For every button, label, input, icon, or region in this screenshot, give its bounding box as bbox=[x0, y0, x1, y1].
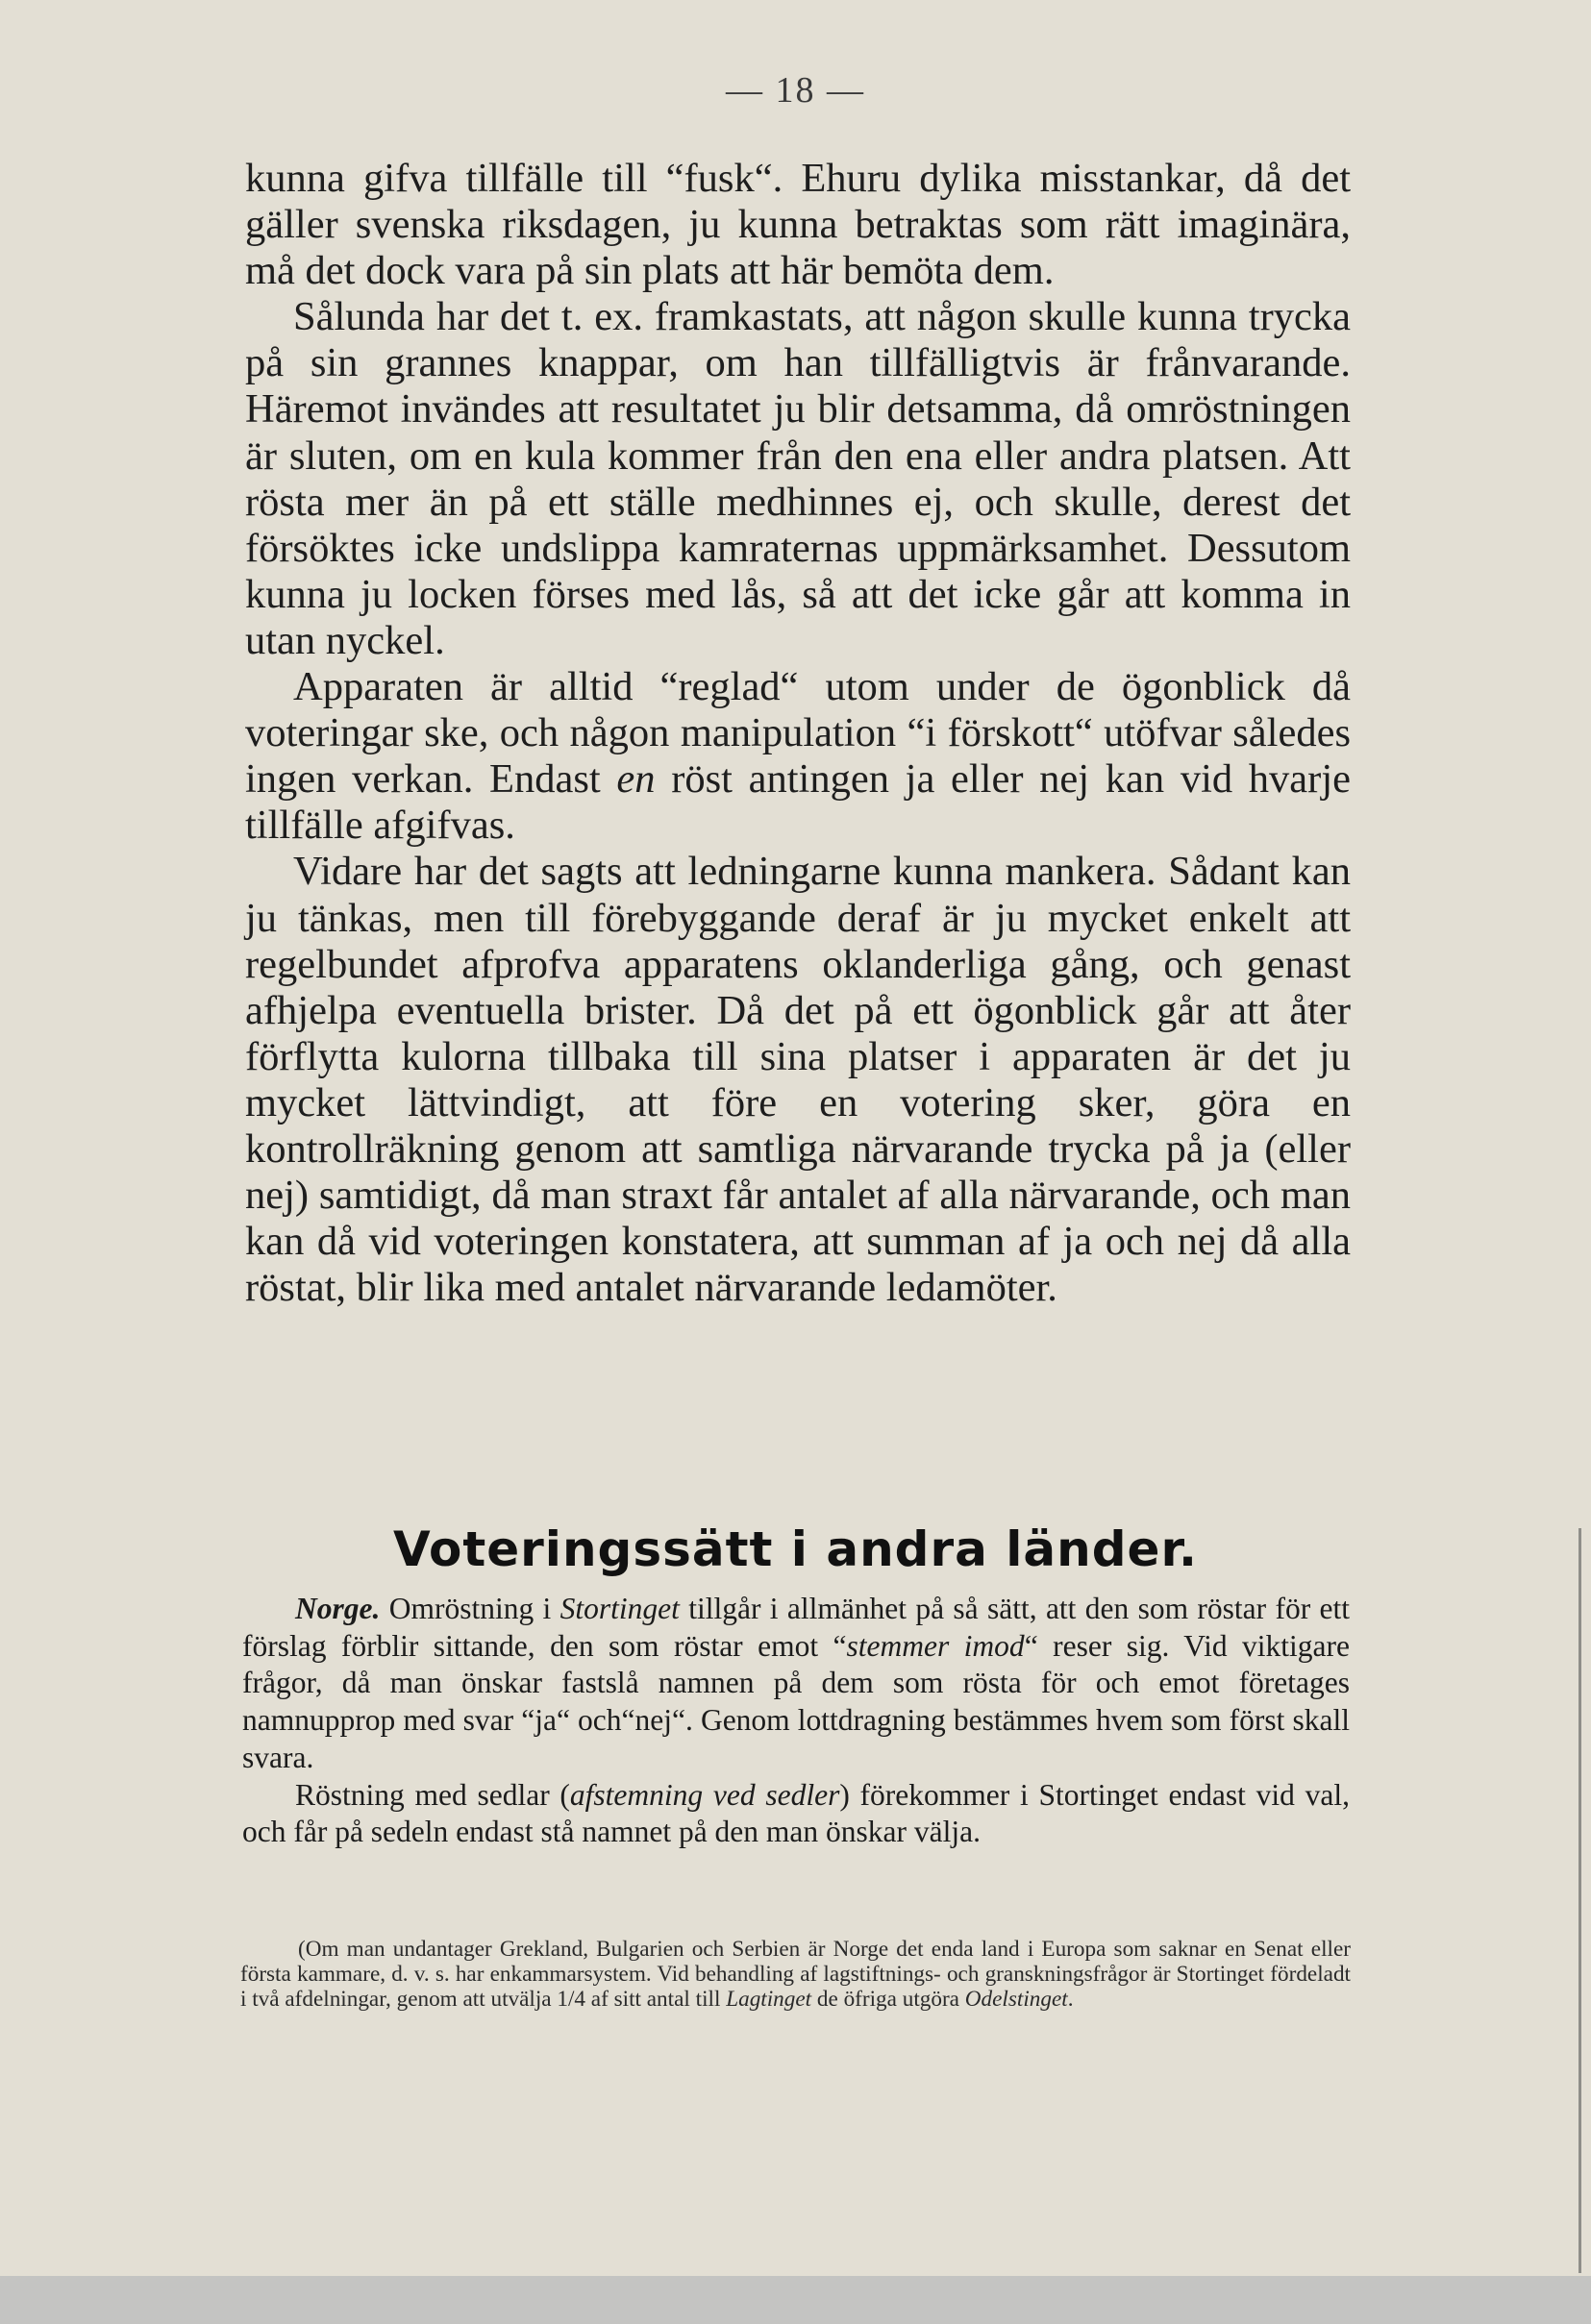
emphasis-odelstinget: Odelstinget bbox=[964, 1987, 1068, 2013]
paragraph-3-text-a: Apparaten är alltid “reglad“ utom under de ögonblick då voteringar ske, och någon manipulation “i förskott“ utöfvar således ingen verkan. Endast bbox=[245, 664, 1351, 803]
paragraph-1: kunna gifva tillfälle till “fusk“. Ehuru dylika misstankar, då det gäller svenska riksdagen, ju kunna betraktas som rätt imaginära, må det dock vara på sin plats att här bemöta dem. bbox=[245, 156, 1351, 294]
section-paragraph-1-b: tillgår i allmänhet på så sätt, att den som röstar för ett förslag förblir sittande, den som röstar emot “ bbox=[242, 1592, 1350, 1663]
country-label-norge: Norge. bbox=[295, 1592, 381, 1625]
section-text bbox=[242, 1591, 1350, 1851]
emphasis-afstemning: afstemning ved sedler bbox=[569, 1777, 840, 1812]
scan-bottom-border bbox=[0, 2276, 1591, 2324]
emphasis-stemmer-imod: stemmer imod bbox=[846, 1628, 1025, 1663]
section-paragraph-2 bbox=[242, 1777, 1350, 1851]
paragraph-4: Vidare har det sagts att ledningarne kunna mankera. Sådant kan ju tänkas, men till förebyggande deraf är ju mycket enkelt att regelbundet afprofva apparatens oklanderliga gång, och genast afhjelpa eventuella brister. Då det på ett ögonblick går att åter förflytta kulorna tillbaka till sina platser i apparaten är det ju mycket lättvindigt, att före en votering sker, göra en kontrollräkning genom att samtliga närvarande trycka på ja (eller nej) samtidigt, då man straxt får antalet af alla närvarande, och man kan då vid voteringen konstatera, att summan af ja och nej då alla röstat, blir lika med antalet närvarande ledamöter. bbox=[245, 849, 1351, 1311]
paragraph-2: Sålunda har det t. ex. framkastats, att någon skulle kunna trycka på sin grannes knappar, om han tillfälligtvis är frånvarande. Häremot invändes att resultatet ju blir detsamma, då omröstningen är sluten, om en kula kommer från den ena eller andra platsen. Att rösta mer än på ett ställe medhinnes ej, och skulle, derest det försöktes icke undslippa kamraternas uppmärksamhet. Dessutom kunna ju locken förses med lås, så att det icke går att komma in utan nyckel. bbox=[245, 294, 1351, 663]
section-paragraph-1-c: “ reser sig. Vid viktigare frågor, då man önskar fastslå namnen på dem som rösta för och emot företages namnupprop med svar “ja“ och“nej“. Genom lottdragning bestämmes hvem som först skall svara. bbox=[242, 1628, 1350, 1774]
section-heading: Voteringssätt i andra länder. bbox=[393, 1521, 1198, 1577]
paragraph-3 bbox=[245, 664, 1351, 849]
footnote-text-c: . bbox=[1067, 1987, 1074, 2013]
section-paragraph-2-b: ) förekommer i Stortinget endast vid val, och får på sedeln endast stå namnet på den man önskar välja. bbox=[242, 1777, 1350, 1849]
section-paragraph-1 bbox=[242, 1591, 1350, 1777]
emphasis-lagtinget: Lagtinget bbox=[726, 1987, 812, 2013]
footnote-text-a: (Om man undantager Grekland, Bulgarien och Serbien är Norge det enda land i Europa som saknar en Senat eller första kammare, d. v. s. har enkammarsystem. Vid behandling af lagstiftnings- och granskningsfrågor är Stortinget fördeladt i två afdelningar, genom att utvälja 1/4 af sitt antal till bbox=[240, 1937, 1351, 2013]
footnote-paragraph bbox=[240, 1937, 1351, 2013]
page-edge-shadow bbox=[1579, 1528, 1581, 2273]
main-text bbox=[245, 156, 1351, 1311]
page-number: — 18 — bbox=[726, 70, 865, 111]
footnote bbox=[240, 1937, 1351, 2013]
footnote-text-b: de öfriga utgöra bbox=[811, 1987, 965, 2013]
paragraph-3-text-b: röst antingen ja eller nej kan vid hvarje tillfälle afgifvas. bbox=[245, 756, 1351, 849]
emphasis-en: en bbox=[616, 756, 656, 803]
section-paragraph-2-a: Röstning med sedlar ( bbox=[295, 1777, 570, 1812]
emphasis-stortinget: Stortinget bbox=[559, 1592, 680, 1625]
section-paragraph-1-a: Omröstning i bbox=[380, 1592, 560, 1625]
